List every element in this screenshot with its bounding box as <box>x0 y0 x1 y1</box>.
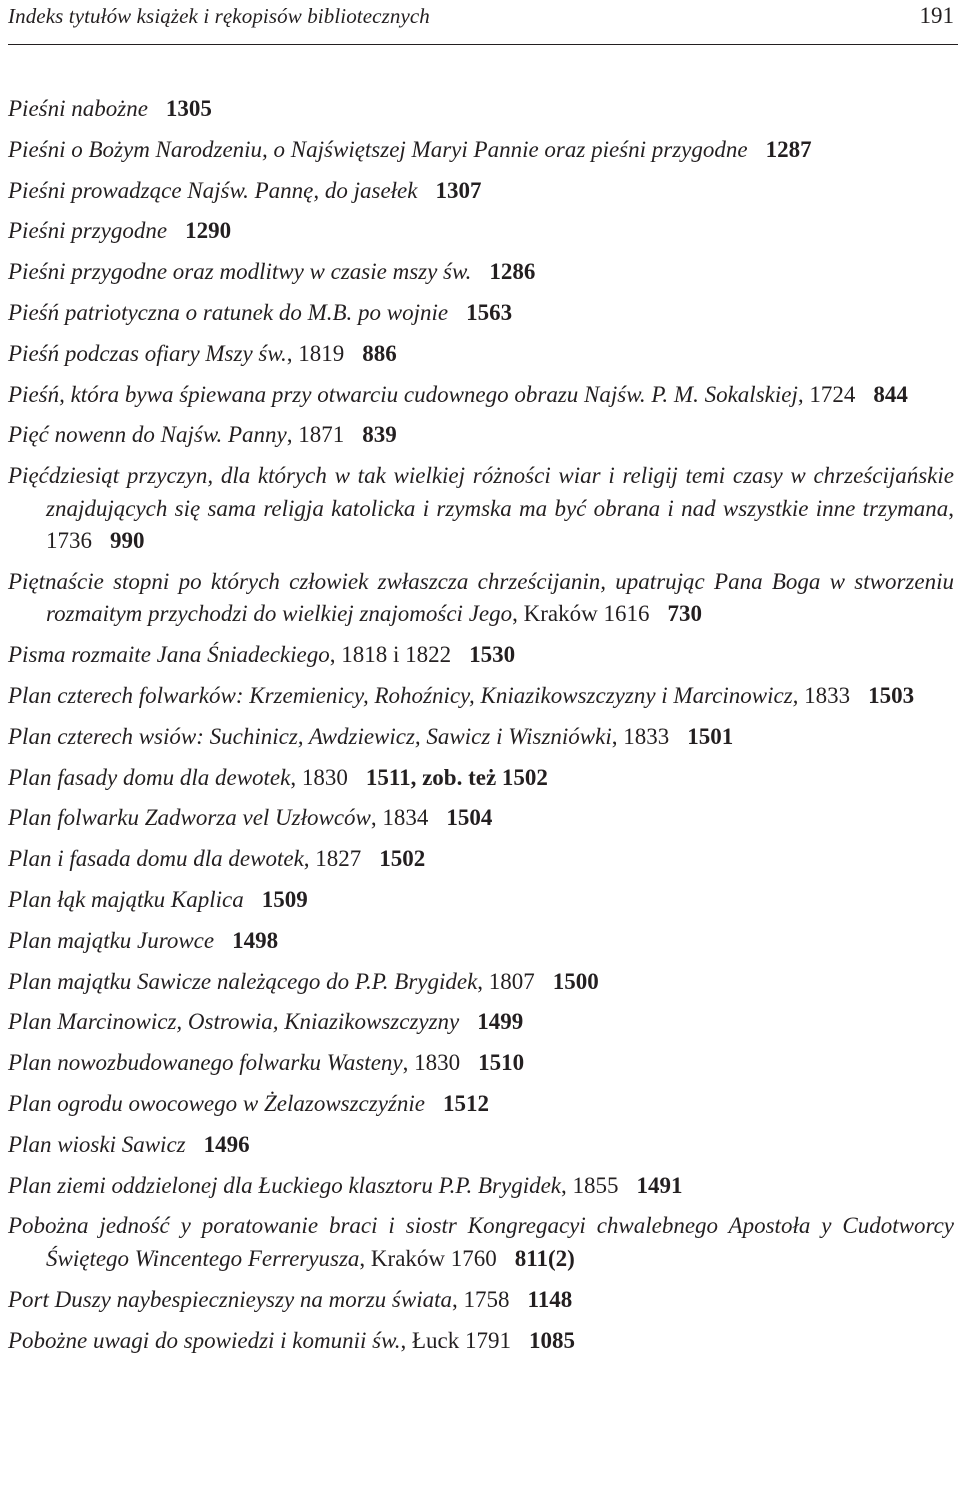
entry-title: Plan majątku Jurowce <box>8 927 215 953</box>
index-entry <box>8 1210 954 1275</box>
entry-title: Piętnaście stopni po których człowiek zwłaszcza chrześcijanin, upatrując Pana Boga w stworzeniu rozmaitym przychodzi do wielkiej znajomości Jego <box>8 568 954 627</box>
index-entry <box>8 925 954 958</box>
entry-number: 1305 <box>165 96 212 121</box>
index-entry <box>8 215 954 248</box>
entry-number: 1287 <box>765 136 812 162</box>
entry-number: 1512 <box>442 1091 489 1117</box>
entry-details: , 1830 <box>402 1050 461 1076</box>
entry-title: Pobożna jedność y poratowanie braci i siostr Kongregacyi chwalebnego Apostoła y Cudotworcy Świętego Wincentego Ferreryusza <box>8 1213 954 1271</box>
entry-title: Pieśń patriotyczna o ratunek do M.B. po wojnie <box>8 299 449 325</box>
entry-title: Pieśń, która bywa śpiewana przy otwarciu cudownego obrazu Najśw. P. M. Sokalskiej, <box>8 381 804 407</box>
entry-number: 1286 <box>489 259 536 285</box>
entry-title: Pieśń podczas ofiary Mszy św. <box>8 340 287 366</box>
entry-number: 1511, zob. też 1502 <box>365 764 548 790</box>
entry-details: , 1830 <box>290 764 348 790</box>
index-entry <box>8 721 954 754</box>
entry-number: 1503 <box>868 683 915 709</box>
index-entries <box>8 93 954 1357</box>
entry-details: , 1818 i 1822 <box>329 642 452 668</box>
entry-number: 1496 <box>203 1131 250 1157</box>
entry-details: , 1834 <box>370 805 429 831</box>
running-title: Indeks tytułów książek i rękopisów bibliotecznych <box>8 4 430 28</box>
entry-number: 1530 <box>469 642 516 668</box>
index-entry <box>8 256 954 289</box>
entry-number: 730 <box>667 601 702 627</box>
entry-details: , Kraków 1616 <box>512 601 650 627</box>
entry-title: Pisma rozmaite Jana Śniadeckiego <box>8 642 330 668</box>
entry-number: 1500 <box>552 968 599 994</box>
index-entry <box>8 1325 954 1358</box>
index-entry <box>8 297 954 330</box>
entry-details: , 1855 <box>561 1172 619 1198</box>
entry-details: 1833 <box>798 683 851 709</box>
entry-title: Pieśni nabożne <box>8 96 148 121</box>
index-entry <box>8 680 954 713</box>
index-entry <box>8 1170 954 1203</box>
index-entry <box>8 460 954 558</box>
entry-number: 1502 <box>379 846 426 872</box>
entry-details: , 1736 <box>46 495 954 554</box>
entry-number: 844 <box>873 381 908 407</box>
entry-title: Plan folwarku Zadworza vel Uzłowców <box>8 805 371 831</box>
entry-title: Pieśni przygodne <box>8 218 168 244</box>
entry-details: 1724 <box>803 381 856 407</box>
entry-title: Plan fasady domu dla dewotek <box>8 764 291 790</box>
entry-details: , 1827 <box>303 846 362 872</box>
index-entry <box>8 1129 954 1162</box>
index-entry <box>8 802 954 835</box>
entry-title: Port Duszy naybespiecznieyszy na morzu świata <box>8 1286 452 1312</box>
entry-number: 990 <box>110 528 145 554</box>
entry-title: Pieśni przygodne oraz modlitwy w czasie mszy św. <box>8 259 472 285</box>
entry-title: Plan ogrodu owocowego w Żelazowszczyźnie <box>8 1091 425 1117</box>
entry-title: Plan wioski Sawicz <box>8 1131 186 1157</box>
entry-title: Plan nowozbudowanego folwarku Wasteny <box>8 1050 403 1076</box>
entry-number: 1498 <box>232 927 279 953</box>
entry-title: Pieśni prowadzące Najśw. Pannę, do jasełek <box>8 177 418 203</box>
entry-title: Pięćdziesiąt przyczyn, dla których w tak wielkiej różności wiar i religij temi czasy w chrześcijańskie znajdujących się sama religja katolicka i rzymska ma być obrana i nad wszystkie inne trzymana <box>8 463 954 521</box>
index-entry <box>8 93 954 126</box>
entry-number: 886 <box>362 340 397 366</box>
entry-number: 1307 <box>435 177 482 203</box>
entry-title: Plan czterech folwarków: Krzemienicy, Rohoźnicy, Kniazikowszczyzny i Marcinowicz, <box>8 683 799 709</box>
entry-title: Plan Marcinowicz, Ostrowia, Kniazikowszczyzny <box>8 1009 460 1035</box>
index-entry <box>8 884 954 917</box>
page-number: 191 <box>919 3 954 28</box>
index-entry <box>8 843 954 876</box>
entry-title: Pięć nowenn do Najśw. Panny <box>8 422 287 448</box>
running-header <box>8 0 954 44</box>
entry-number: 839 <box>362 422 397 448</box>
entry-details: , 1871 <box>286 422 345 448</box>
index-entry <box>8 134 954 167</box>
entry-number: 1509 <box>261 887 308 913</box>
index-entry <box>8 1047 954 1080</box>
entry-title: Plan ziemi oddzielonej dla Łuckiego klasztoru P.P. Brygidek <box>8 1172 561 1198</box>
entry-details: , 1833 <box>611 723 670 749</box>
header-rule <box>8 44 958 45</box>
index-entry <box>8 1088 954 1121</box>
index-entry <box>8 639 954 672</box>
index-entry <box>8 566 954 631</box>
entry-details: , Łuck 1791 <box>400 1327 512 1353</box>
entry-title: Pieśni o Bożym Narodzeniu, o Najświętszej Maryi Pannie oraz pieśni przygodne <box>8 136 748 162</box>
entry-details: , 1807 <box>477 968 535 994</box>
index-entry <box>8 419 954 452</box>
index-entry <box>8 175 954 208</box>
entry-title: Plan czterech wsiów: Suchinicz, Awdziewicz, Sawicz i Wiszniówki <box>8 723 612 749</box>
entry-details: , 1758 <box>452 1286 510 1312</box>
index-entry <box>8 379 954 412</box>
entry-title: Plan majątku Sawicze należącego do P.P. Brygidek <box>8 968 478 994</box>
entry-number: 1563 <box>466 299 513 325</box>
entry-details: , Kraków 1760 <box>359 1245 497 1271</box>
entry-number: 1499 <box>477 1009 524 1035</box>
entry-number: 1491 <box>636 1172 683 1198</box>
entry-number: 1290 <box>185 218 232 244</box>
index-entry <box>8 1284 954 1317</box>
entry-number: 1085 <box>529 1327 576 1353</box>
entry-number: 1510 <box>478 1050 525 1076</box>
entry-number: 1148 <box>527 1286 573 1312</box>
index-entry <box>8 338 954 371</box>
entry-title: Pobożne uwagi do spowiedzi i komunii św. <box>8 1327 401 1353</box>
index-entry <box>8 966 954 999</box>
entry-number: 1504 <box>446 805 493 831</box>
entry-number: 1501 <box>687 723 734 749</box>
index-entry <box>8 1006 954 1039</box>
index-entry <box>8 762 954 795</box>
entry-title: Plan i fasada domu dla dewotek <box>8 846 304 872</box>
entry-details: , 1819 <box>286 340 345 366</box>
entry-title: Plan łąk majątku Kaplica <box>8 887 244 913</box>
entry-number: 811(2) <box>514 1245 575 1271</box>
